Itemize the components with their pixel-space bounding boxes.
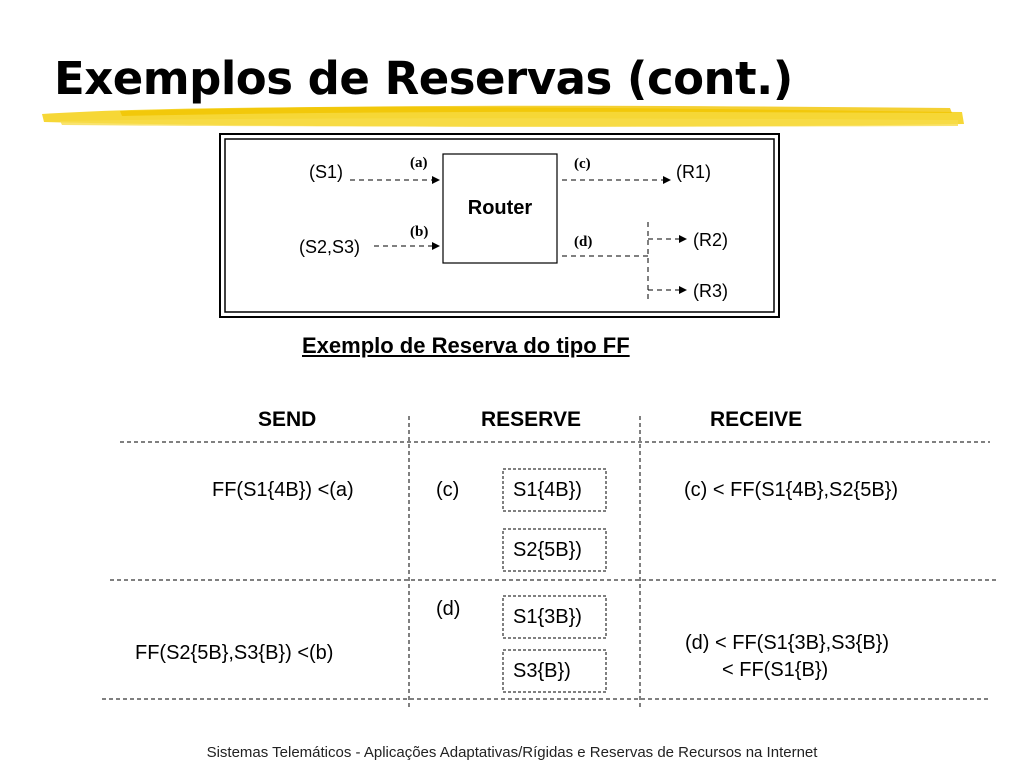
node-r3: (R3) <box>693 281 728 301</box>
row1-send: FF(S1{4B}) <(a) <box>212 479 354 501</box>
link-d-label: (d) <box>574 234 593 250</box>
row1-reserve-iface: (c) <box>436 479 460 501</box>
node-s2s3: (S2,S3) <box>299 237 361 257</box>
row2-send: FF(S2{5B},S3{B}) <(b) <box>135 642 334 664</box>
link-c-label: (c) <box>574 156 591 172</box>
header-send: SEND <box>258 408 317 431</box>
link-a-label: (a) <box>410 155 428 171</box>
row2-receive-line-2: < FF(S1{B}) <box>722 659 829 681</box>
node-s1: (S1) <box>309 162 344 182</box>
row2-reserve-box-2: S3{B}) <box>513 660 571 682</box>
row2-receive-line-1: (d) < FF(S1{3B},S3{B}) <box>685 632 889 654</box>
network-diagram <box>0 0 1024 330</box>
row1-receive: (c) < FF(S1{4B},S2{5B}) <box>684 479 898 501</box>
link-b-label: (b) <box>410 224 429 240</box>
header-receive: RECEIVE <box>710 408 803 431</box>
slide-footer: Sistemas Telemáticos - Aplicações Adaptativas/Rígidas e Reservas de Recursos na Internet <box>206 744 818 761</box>
page-title: Exemplos de Reservas (cont.) <box>54 52 793 105</box>
row2-reserve-iface: (d) <box>436 598 461 620</box>
node-r2: (R2) <box>693 230 728 250</box>
node-r1: (R1) <box>676 162 711 182</box>
row2-reserve-box-1: S1{3B}) <box>513 606 582 628</box>
router-label: Router <box>467 197 533 219</box>
row1-reserve-box-1: S1{4B}) <box>513 479 582 501</box>
table-grid <box>0 400 1024 720</box>
header-reserve: RESERVE <box>481 408 581 431</box>
diagram-caption: Exemplo de Reserva do tipo FF <box>302 333 630 358</box>
row1-reserve-box-2: S2{5B}) <box>513 539 582 561</box>
